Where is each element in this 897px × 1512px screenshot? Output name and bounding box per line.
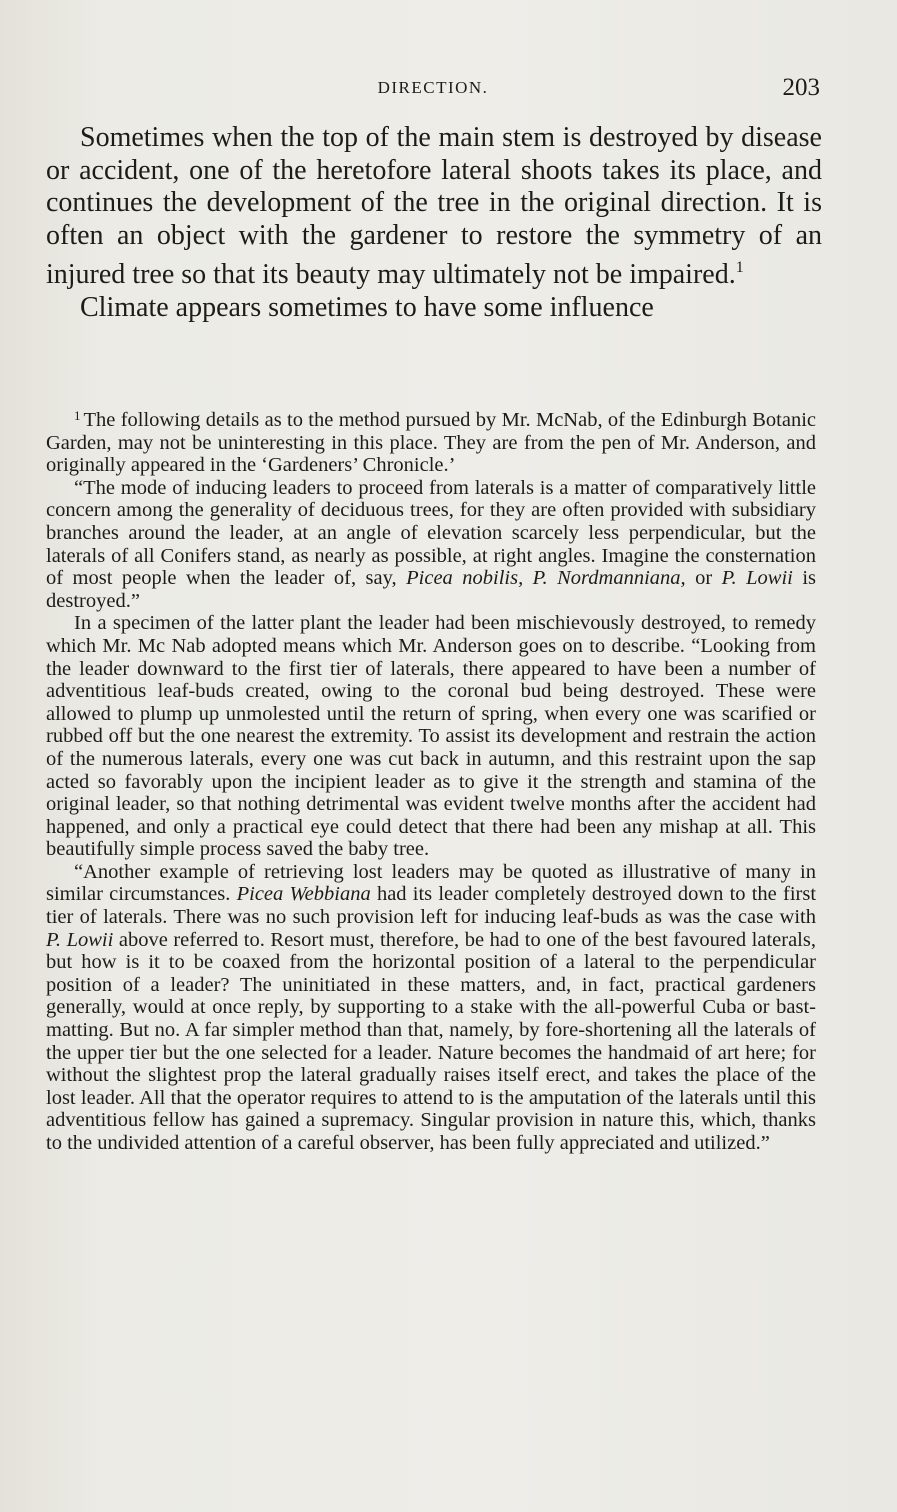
footnote-paragraph-4 (46, 861, 816, 1155)
main-text (46, 122, 822, 324)
main-paragraph-1 (46, 122, 822, 292)
footnote-reference: 1 (735, 259, 744, 276)
species-name: Picea nobilis, P. Nordmanniana, (406, 567, 686, 590)
species-name: P. Lowii (46, 928, 114, 951)
footnote-paragraph-4-text-b: had its leader completely destroyed down to the first tier of laterals. There was no such provision left for inducing leaf-buds as was the case with (46, 883, 817, 929)
species-name: Picea Webbiana (236, 883, 371, 906)
running-head: DIRECTION. (377, 78, 489, 97)
main-paragraph-1-text: Sometimes when the top of the main stem is destroyed by disease or accident, one of the heretofore lateral shoots takes its place, and continues the development of the tree in the original direction. It is often an object with the gardener to restore the symmetry of an injured tree so that its beauty may ultimately not be impaired. (46, 122, 822, 290)
page-header (46, 74, 820, 108)
footnote-paragraph-3: In a specimen of the latter plant the leader had been mischievously destroyed, to remedy which Mr. Mc Nab adopted means which Mr. Anderson goes on to describe. “Looking from the leader downward to the first tier of laterals, there appeared to have been a number of adventitious leaf-buds created, owing to the coronal bud being destroyed. These were allowed to plump up unmolested until the return of spring, when every one was scarified or rubbed off but the one nearest the extremity. To assist its development and restrain the action of the numerous laterals, every one was cut back in autumn, and this restraint upon the sap acted so favorably upon the incipient leader as to give it the strength and stamina of the original leader, so that nothing detrimental was evident twelve months after the accident had happened, and only a practical eye could detect that there had been any mishap at all. This beautifully simple process saved the baby tree. (46, 612, 816, 861)
footnote-paragraph-1 (46, 405, 816, 477)
species-name: P. Lowii (721, 567, 793, 590)
footnote-paragraph-1-text: The following details as to the method pursued by Mr. McNab, of the Edinburgh Botanic Garden, may not be uninteresting in this place. They are from the pen of Mr. Anderson, and originally appeared in the ‘Gardeners’ Chronicle.’ (46, 409, 816, 477)
footnote-block (46, 405, 816, 1155)
footnote-paragraph-4-text-a: “Another example of retrieving lost leaders may be quoted as illustrative of many in similar circumstances. (46, 860, 816, 906)
footnote-paragraph-2-text-c: is destroyed.” (46, 567, 817, 612)
main-paragraph-2: Climate appears sometimes to have some influence (80, 291, 654, 323)
footnote-marker: 1 (74, 408, 81, 423)
footnote-paragraph-2-text-a: “The mode of inducing leaders to proceed from laterals is a matter of comparatively little concern among the generality of deciduous trees, for they are often provided with subsidiary branches around the leader, at an angle of elevation scarcely less perpendicular, but the laterals of all Conifers stand, as nearly as possible, at right angles. Imagine the consternation of most people when the leader of, say, (46, 476, 816, 590)
page-number: 203 (782, 74, 820, 101)
footnote-paragraph-2 (46, 477, 816, 613)
footnote-paragraph-2-text-b: or (695, 567, 713, 590)
footnote-paragraph-4-text-c: above referred to. Resort must, therefore, be had to one of the best favoured laterals, but how is it to be coaxed from the horizontal position of a lateral to the perpendicular position of a leader? The uninitiated in these matters, and, in fact, practical gardeners generally, would at once reply, by supporting to a stake with the all-powerful Cuba or bast-matting. But no. A far simpler method than that, namely, by fore-shortening all the laterals of the upper tier but the one selected for a leader. Nature becomes the handmaid of art here; for without the slightest prop the lateral gradually raises itself erect, and takes the place of the lost leader. All that the operator requires to attend to is the amputation of the laterals until this adventitious fellow has gained a supremacy. Singular provision in nature this, which, thanks to the undivided attention of a careful observer, has been fully appreciated and utilized.” (46, 928, 816, 1154)
